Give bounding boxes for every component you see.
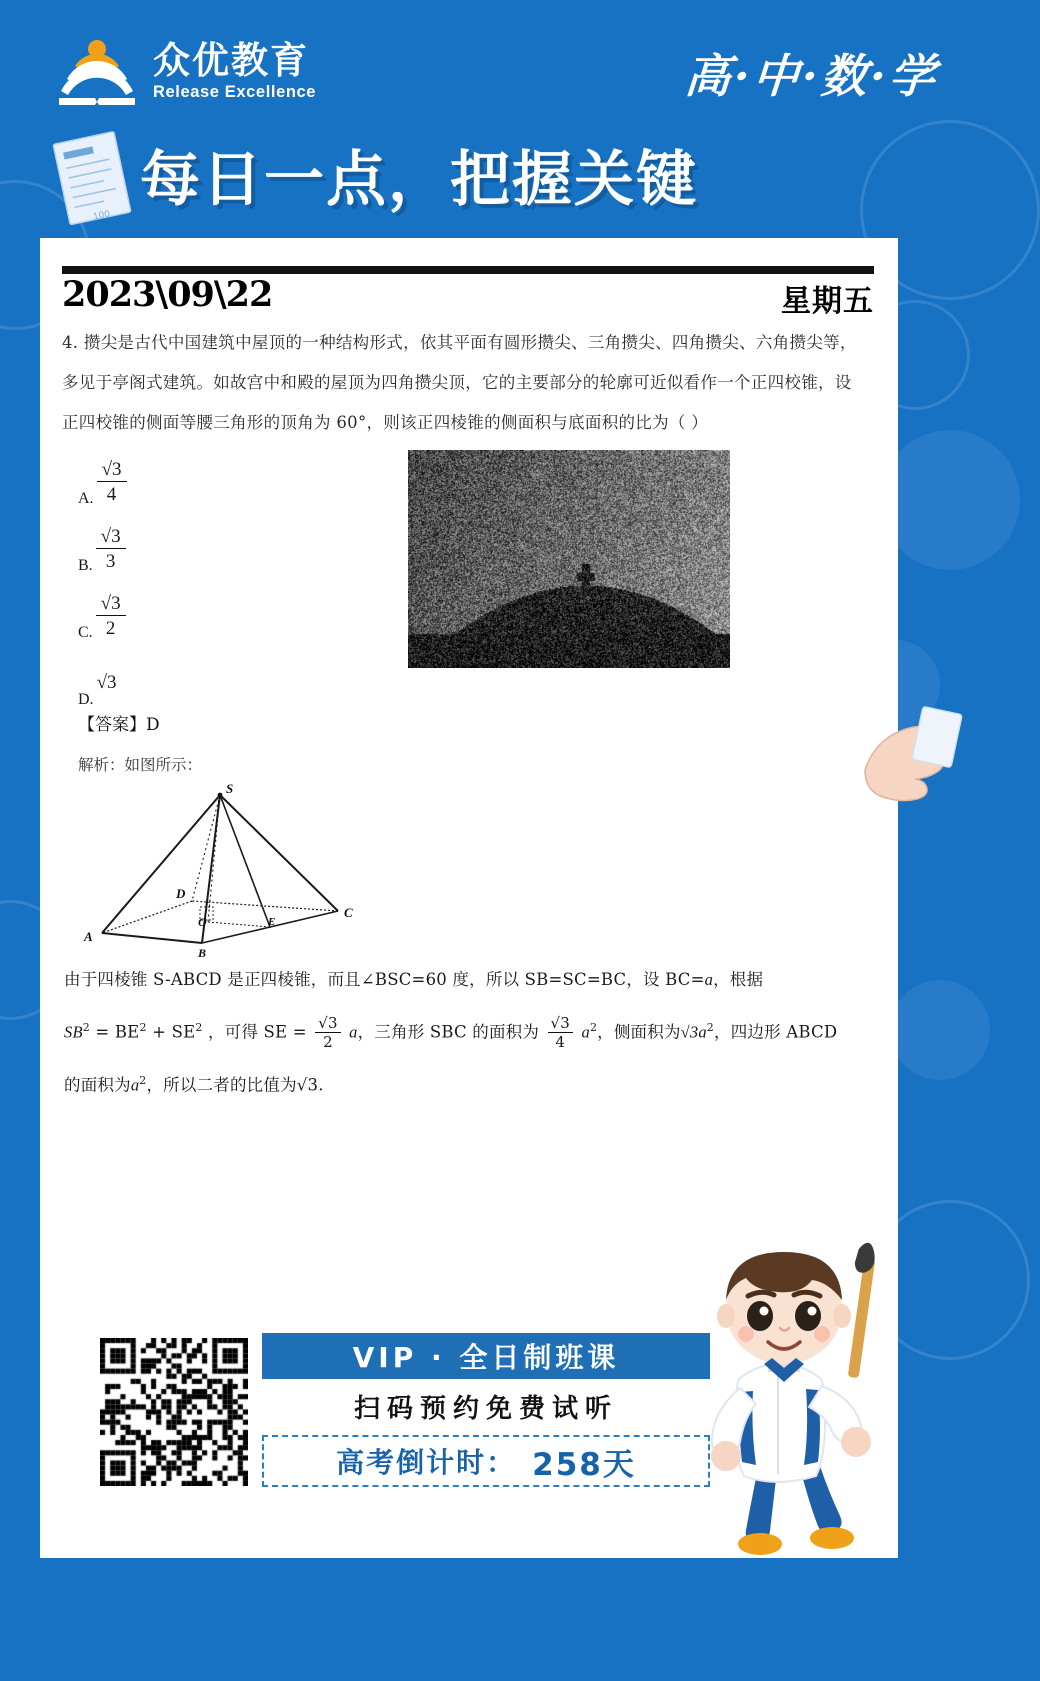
svg-text:S: S — [226, 781, 234, 796]
solution-line-2 — [64, 1004, 880, 1057]
date-text: 2023\09\22 — [62, 274, 273, 315]
formula-sb: SB — [64, 1022, 83, 1042]
option-fraction — [97, 460, 127, 504]
option-a[interactable] — [78, 448, 127, 515]
square-pyramid-diagram — [80, 781, 380, 960]
solution-line-1 — [64, 956, 880, 1004]
svg-text:100: 100 — [92, 209, 112, 223]
option-b[interactable] — [78, 515, 127, 582]
fraction-numerator: √3 — [101, 458, 122, 480]
fraction-numerator: √3 — [100, 525, 121, 547]
svg-text:D: D — [176, 886, 186, 901]
option-value: √3 — [96, 671, 117, 693]
analysis-label: 解析：如图所示： — [78, 756, 203, 774]
formula-root3a: √3a — [680, 1022, 707, 1042]
formula-var-a2: a — [581, 1022, 590, 1042]
svg-text:E: E — [268, 916, 276, 928]
fraction-denominator: 4 — [97, 481, 127, 504]
fraction-denominator: 4 — [548, 1032, 574, 1050]
formula-text-sbc-area: ，三角形 SBC 的面积为 — [357, 1022, 540, 1042]
brand-name-block — [153, 38, 317, 103]
solution-text-b: ，根据 — [713, 970, 764, 989]
question-stem — [62, 323, 882, 443]
radiating-book-icon — [55, 36, 139, 108]
fraction-denominator: 2 — [315, 1032, 341, 1050]
answer-value: D — [146, 715, 160, 735]
bg-circle-3 — [880, 430, 1020, 570]
formula-var-a: a — [349, 1022, 358, 1042]
fraction-denominator: 2 — [96, 615, 126, 638]
brand-name-en: Release Excellence — [153, 83, 317, 102]
formula-text-lateral: ，侧面积为 — [597, 1022, 681, 1042]
student-mascot-with-brush-icon — [660, 1230, 910, 1560]
solution-text — [64, 956, 880, 1109]
headline-text: 每日一点，把握关键 — [140, 145, 698, 215]
formula-fraction-root3-over-4 — [548, 1016, 574, 1050]
solution-line-3 — [64, 1057, 880, 1110]
date-divider — [62, 266, 874, 274]
svg-text:B: B — [198, 946, 207, 960]
page-header — [0, 0, 1000, 240]
vip-banner[interactable]: VIP · 全日制班课 — [262, 1333, 710, 1379]
question-line: 正四校锥的侧面等腰三角形的顶角为 60°，则该正四棱锥的侧面积与底面积的比为（ ） — [62, 413, 709, 432]
brand-name-cn: 众优教育 — [153, 38, 309, 82]
countdown-label: 高考倒计时： — [336, 1446, 517, 1479]
exponent-2: 2 — [589, 1021, 598, 1034]
qr-code-icon[interactable] — [100, 1338, 248, 1486]
question-line: 多见于亭阁式建筑。如故宫中和殿的屋顶为四角攒尖顶，它的主要部分的轮廓可近似看作一个正四校锥，设 — [62, 373, 852, 392]
formula-plus-se: + SE — [152, 1022, 196, 1042]
formula-var-a3: a — [130, 1075, 140, 1094]
formula-eq-be: = BE — [95, 1022, 140, 1042]
countdown-box — [262, 1435, 710, 1487]
weekday-text: 星期五 — [781, 284, 874, 319]
formula-fraction-root3-over-2 — [315, 1016, 341, 1050]
exponent-2: 2 — [82, 1021, 90, 1034]
exponent-2: 2 — [706, 1021, 714, 1034]
answer-label: 【答案】 — [78, 715, 146, 735]
formula-result-root3: √3 — [296, 1075, 319, 1094]
formula-text-abcd: ，四边形 ABCD — [714, 1022, 838, 1042]
fraction-denominator: 3 — [96, 548, 126, 571]
countdown-days: 258天 — [532, 1446, 636, 1483]
option-letter: D. — [78, 691, 94, 708]
option-letter: B. — [78, 557, 93, 574]
svg-text:C: C — [344, 905, 353, 920]
scan-prompt: 扫码预约免费试听 — [353, 1393, 618, 1424]
subject-title: 高·中·数·学 — [682, 49, 940, 103]
pointing-hand-icon — [845, 700, 965, 810]
svg-text:O: O — [198, 915, 207, 929]
option-fraction — [96, 594, 126, 638]
brand-logo — [55, 36, 316, 108]
option-letter: C. — [78, 624, 93, 641]
exponent-2: 2 — [139, 1073, 147, 1087]
exponent-2: 2 — [139, 1021, 147, 1034]
option-letter: A. — [78, 490, 94, 507]
exam-paper-icon — [46, 122, 149, 233]
solution-period: . — [318, 1075, 324, 1094]
fraction-numerator: √3 — [550, 1014, 571, 1032]
bg-circle-7 — [890, 980, 990, 1080]
option-d[interactable] — [78, 649, 127, 716]
solution-text-ratio: ，所以二者的比值为 — [146, 1075, 297, 1094]
answer-options — [78, 448, 127, 716]
solution-text-area: 的面积为 — [64, 1075, 131, 1094]
pavilion-roof-photo — [408, 450, 730, 668]
answer-line — [78, 710, 160, 735]
date-bar — [62, 274, 874, 318]
svg-text:A: A — [84, 929, 93, 944]
exponent-2: 2 — [195, 1021, 203, 1034]
solution-var-a: a — [704, 970, 714, 989]
solution-text-a: 由于四棱锥 S-ABCD 是正四棱锥，而且∠BSC=60 度，所以 SB=SC=BC，设 BC= — [64, 970, 705, 989]
promo-block — [262, 1333, 712, 1487]
option-c[interactable] — [78, 582, 127, 649]
fraction-numerator: √3 — [100, 592, 121, 614]
option-fraction — [96, 527, 126, 571]
fraction-numerator: √3 — [318, 1014, 338, 1032]
formula-se-eq: ，可得 SE = — [207, 1022, 307, 1042]
question-line: 4. 攒尖是古代中国建筑中屋顶的一种结构形式，依其平面有圆形攒尖、三角攒尖、四角攒尖、六角攒尖等， — [62, 333, 857, 352]
